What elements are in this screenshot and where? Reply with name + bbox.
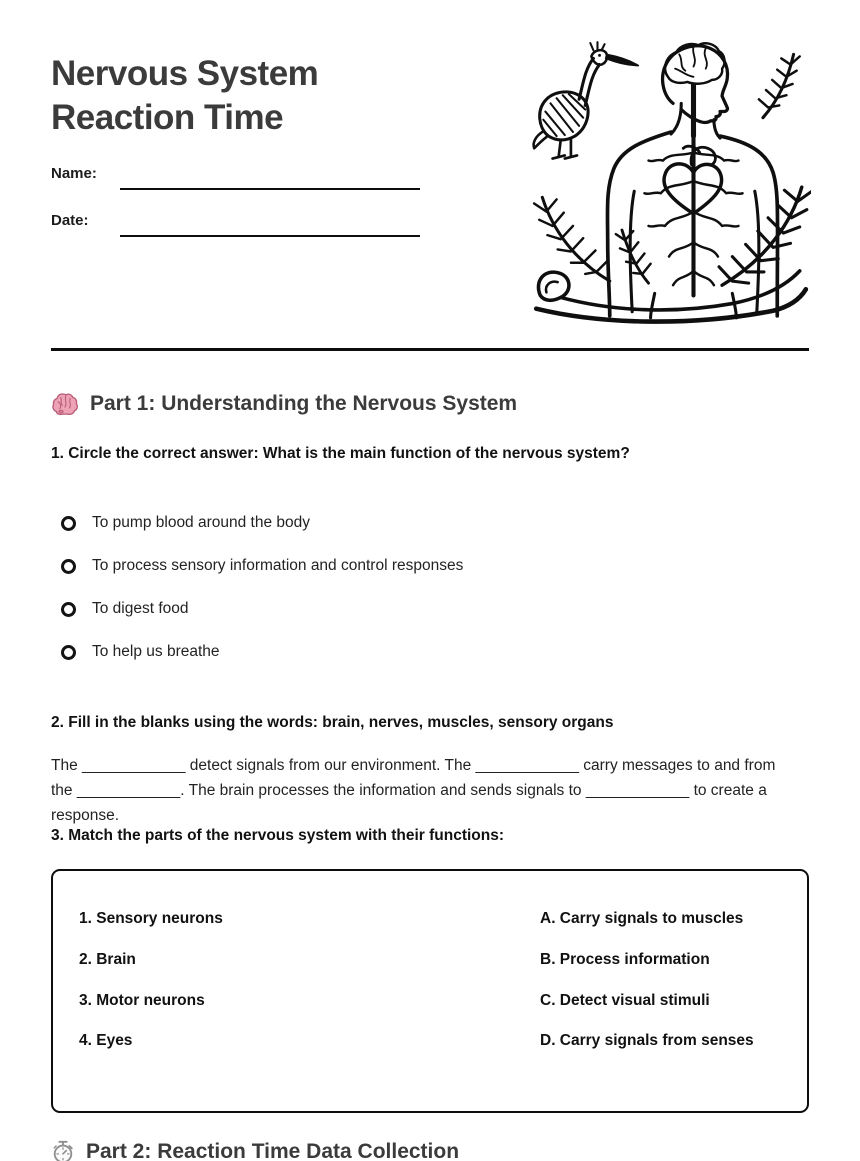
match-right-b: B. Process information — [540, 951, 710, 968]
q1-option-row — [61, 512, 310, 534]
match-left-3: 3. Motor neurons — [79, 992, 205, 1009]
q2-prompt: 2. Fill in the blanks using the words: brain, nerves, muscles, sensory organs — [51, 714, 614, 731]
wave-scroll-art — [536, 271, 806, 322]
option-radio-2[interactable] — [61, 559, 76, 574]
page-title-line2: Reaction Time — [51, 98, 284, 137]
date-input-line[interactable] — [120, 235, 420, 237]
option-radio-1[interactable] — [61, 516, 76, 531]
q2-fill-in-paragraph[interactable]: The ____________ detect signals from our environment. The ____________ carry messages to and from the ____________. The brain processes the information and sends signals to ____________ to create a response. — [51, 757, 776, 824]
section-divider — [51, 348, 809, 351]
stopwatch-icon — [51, 1139, 75, 1161]
part2-heading: Part 2: Reaction Time Data Collection — [86, 1140, 460, 1161]
match-right-d: D. Carry signals from senses — [540, 1032, 754, 1049]
matching-box — [51, 869, 809, 1113]
match-left-1: 1. Sensory neurons — [79, 910, 223, 927]
match-right-a: A. Carry signals to muscles — [540, 910, 744, 927]
name-input-line[interactable] — [120, 188, 420, 190]
q1-option-row — [61, 555, 463, 577]
option-radio-4[interactable] — [61, 645, 76, 660]
page-title-line1: Nervous System — [51, 54, 319, 93]
option-label-4: To help us breathe — [92, 643, 220, 660]
part1-heading: Part 1: Understanding the Nervous System — [90, 392, 518, 415]
option-label-2: To process sensory information and control responses — [92, 557, 464, 574]
part2-heading-row — [51, 1136, 459, 1161]
q1-prompt: 1. Circle the correct answer: What is the main function of the nervous system? — [51, 445, 630, 462]
option-radio-3[interactable] — [61, 602, 76, 617]
match-left-2: 2. Brain — [79, 951, 136, 968]
q1-option-row — [61, 641, 220, 663]
nervous-system-illustration — [529, 38, 811, 324]
part1-heading-row — [51, 388, 517, 420]
bird-art — [534, 42, 639, 158]
option-label-3: To digest food — [92, 600, 189, 617]
match-right-c: C. Detect visual stimuli — [540, 992, 710, 1009]
date-label: Date: — [51, 212, 89, 229]
page-title — [51, 52, 511, 140]
name-label: Name: — [51, 165, 97, 182]
q1-option-row — [61, 598, 189, 620]
option-label-1: To pump blood around the body — [92, 514, 311, 531]
fern-art — [534, 54, 811, 285]
match-left-4: 4. Eyes — [79, 1032, 133, 1049]
brain-icon — [51, 392, 79, 417]
human-figure-art — [607, 43, 777, 318]
q3-prompt: 3. Match the parts of the nervous system with their functions: — [51, 827, 505, 844]
